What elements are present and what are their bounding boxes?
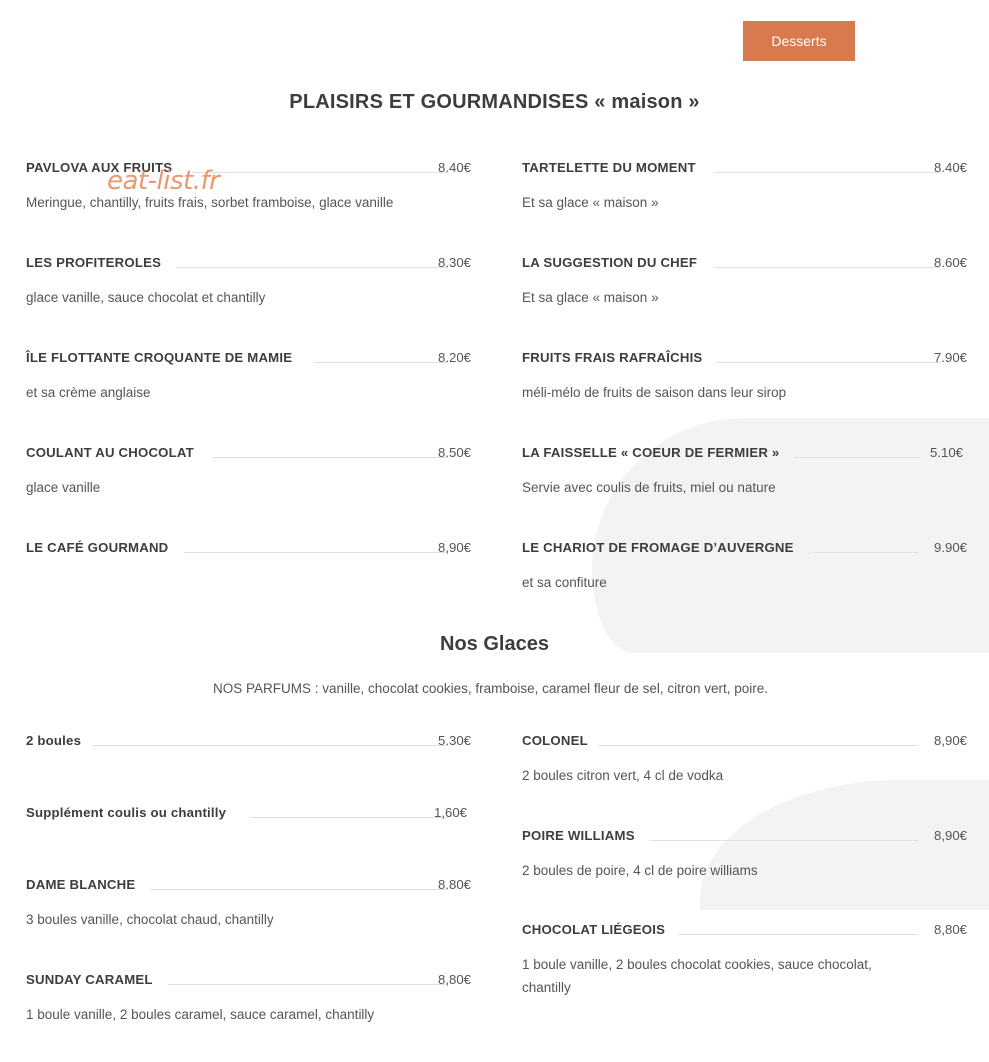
item-price: 5.10€: [929, 445, 963, 460]
menu-item: [522, 733, 967, 787]
item-description: 1 boule vanille, 2 boules chocolat cookies, sauce chocolat, chantilly: [522, 957, 872, 995]
item-name: DAME BLANCHE: [26, 877, 136, 892]
menu-item: [26, 445, 471, 499]
item-price: 8.80€: [437, 877, 471, 892]
item-price: 8,80€: [437, 972, 471, 987]
item-price: 8,90€: [933, 733, 967, 748]
menu-item: [26, 350, 471, 404]
menu-item: [522, 922, 967, 999]
item-price: 8.20€: [437, 350, 471, 365]
item-price: 8,80€: [933, 922, 967, 937]
menu-item: [26, 972, 471, 1026]
item-name: LE CAFÉ GOURMAND: [26, 540, 169, 555]
item-description: Et sa glace « maison »: [522, 195, 659, 210]
flavors-text: NOS PARFUMS : vanille, chocolat cookies, framboise, caramel fleur de sel, citron vert, poire.: [213, 681, 768, 696]
section-title-plaisirs: PLAISIRS ET GOURMANDISES « maison »: [289, 91, 700, 113]
item-description: 2 boules citron vert, 4 cl de vodka: [522, 768, 724, 783]
item-price: 8.30€: [437, 255, 471, 270]
leader-line: [92, 745, 448, 746]
item-price: 1,60€: [433, 805, 467, 820]
item-name: PAVLOVA AUX FRUITS: [26, 160, 173, 175]
leader-line: [192, 172, 448, 173]
menu-item: [26, 255, 471, 309]
item-description: Servie avec coulis de fruits, miel ou nature: [522, 480, 776, 495]
item-name: LA FAISSELLE « COEUR DE FERMIER »: [522, 445, 780, 460]
item-description: glace vanille, sauce chocolat et chantilly: [26, 290, 266, 305]
leader-line: [650, 840, 918, 841]
menu-item: [522, 350, 967, 404]
item-name: ÎLE FLOTTANTE CROQUANTE DE MAMIE: [26, 350, 293, 365]
item-price: 8.60€: [933, 255, 967, 270]
item-price: 8,90€: [437, 540, 471, 555]
item-name: TARTELETTE DU MOMENT: [522, 160, 696, 175]
item-name: SUNDAY CARAMEL: [26, 972, 153, 987]
menu-item: [26, 733, 471, 751]
item-name: LA SUGGESTION DU CHEF: [522, 255, 698, 270]
menu-item: [522, 828, 967, 882]
item-price: 8,90€: [933, 828, 967, 843]
item-price: 9.90€: [933, 540, 967, 555]
desserts-button[interactable]: Desserts: [743, 21, 855, 61]
item-name: LES PROFITEROLES: [26, 255, 162, 270]
item-name: COULANT AU CHOCOLAT: [26, 445, 194, 460]
menu-item: [522, 540, 967, 594]
leader-line: [176, 267, 448, 268]
leader-line: [794, 457, 920, 458]
menu-item: [26, 877, 471, 931]
leader-line: [314, 362, 448, 363]
leader-line: [714, 267, 940, 268]
item-description: 2 boules de poire, 4 cl de poire williams: [522, 863, 758, 878]
item-description: et sa crème anglaise: [26, 385, 151, 400]
item-description: et sa confiture: [522, 575, 607, 590]
item-description: glace vanille: [26, 480, 101, 495]
item-name: COLONEL: [522, 733, 588, 748]
menu-item: [522, 445, 967, 499]
item-description: Meringue, chantilly, fruits frais, sorbet framboise, glace vanille: [26, 195, 394, 210]
leader-line: [678, 934, 918, 935]
menu-item: [522, 160, 967, 214]
item-name: 2 boules: [26, 733, 82, 748]
leader-line: [714, 172, 940, 173]
menu-item: [26, 540, 471, 558]
leader-line: [150, 889, 448, 890]
menu-item: [522, 255, 967, 309]
leader-line: [598, 745, 918, 746]
leader-line: [212, 457, 448, 458]
item-price: 8.40€: [437, 160, 471, 175]
item-name: FRUITS FRAIS RAFRAÎCHIS: [522, 350, 703, 365]
leader-line: [184, 552, 448, 553]
item-description: méli-mélo de fruits de saison dans leur sirop: [522, 385, 787, 400]
leader-line: [168, 984, 448, 985]
leader-line: [814, 552, 918, 553]
section-title-glaces: Nos Glaces: [440, 633, 549, 655]
item-name: LE CHARIOT DE FROMAGE D’AUVERGNE: [522, 540, 794, 555]
menu-item: [26, 160, 471, 214]
item-price: 8.40€: [933, 160, 967, 175]
item-name: CHOCOLAT LIÉGEOIS: [522, 922, 666, 937]
watermark-logo: eat-list.fr: [107, 166, 220, 196]
item-description: 1 boule vanille, 2 boules caramel, sauce caramel, chantilly: [26, 1007, 375, 1022]
item-price: 8.50€: [437, 445, 471, 460]
item-description: Et sa glace « maison »: [522, 290, 659, 305]
leader-line: [250, 817, 448, 818]
item-name: POIRE WILLIAMS: [522, 828, 635, 843]
item-price: 7.90€: [933, 350, 967, 365]
leader-line: [716, 362, 940, 363]
item-price: 5.30€: [437, 733, 471, 748]
item-description: 3 boules vanille, chocolat chaud, chantilly: [26, 912, 274, 927]
menu-item: [26, 805, 471, 823]
item-name: Supplément coulis ou chantilly: [26, 805, 227, 820]
